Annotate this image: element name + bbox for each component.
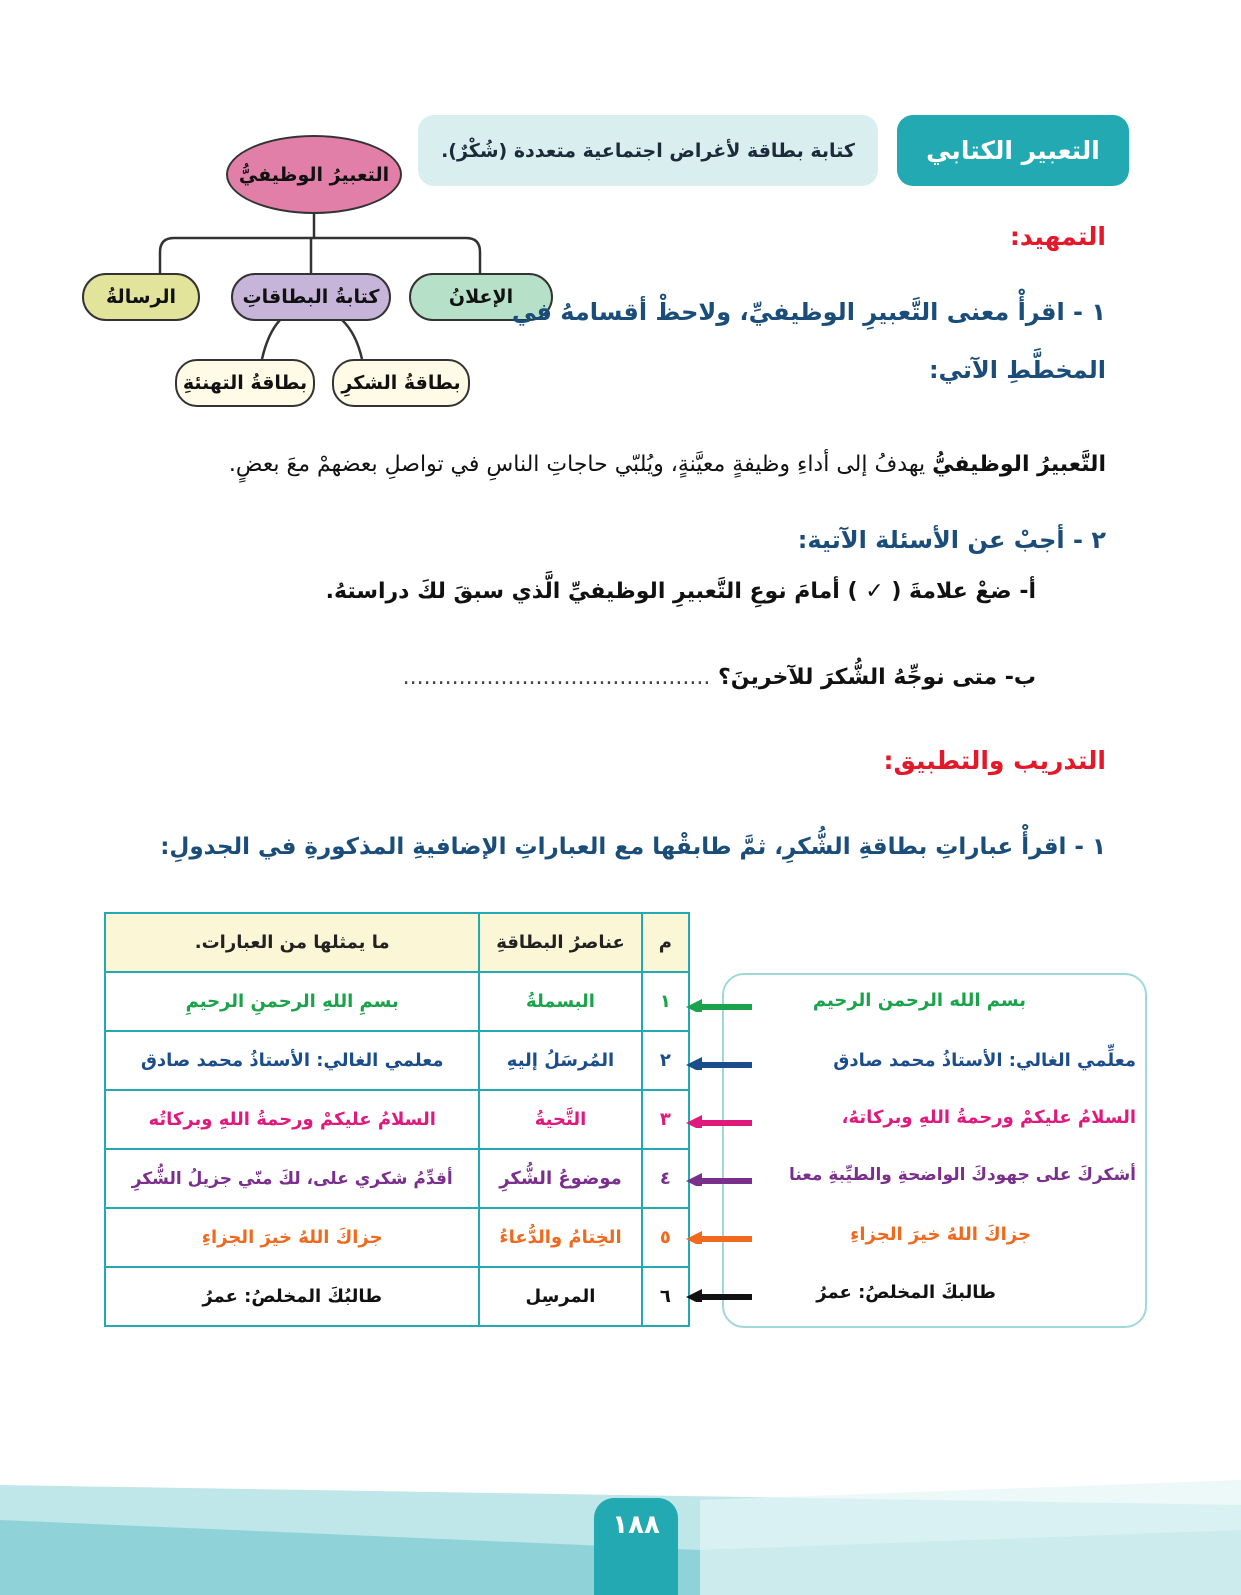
definition-text: يهدفُ إلى أداءِ وظيفةٍ معيَّنةٍ، ويُلبّي حاجاتِ الناسِ في تواصلِ بعضهمْ معَ بعضٍ. <box>228 452 933 477</box>
arrow-icon <box>686 1230 752 1244</box>
row-element: موضوعُ الشُّكرِ <box>479 1149 641 1208</box>
row-number: ٣ <box>642 1090 689 1149</box>
question-2: ٢ - أجبْ عن الأسئلة الآتية: <box>797 526 1106 554</box>
row-element: التَّحيةُ <box>479 1090 641 1149</box>
table-row <box>105 1208 689 1267</box>
card-line-body: أشكركَ على جهودكَ الواضحةِ والطيِّبةِ معنا <box>788 1165 1136 1185</box>
row-number: ٥ <box>642 1208 689 1267</box>
diagram-node-thanks-card: بطاقةُ الشكرِ <box>332 359 470 407</box>
intro-question-line2: المخطَّطِ الآتي: <box>928 356 1106 384</box>
practice-question-1: ١ - اقرأْ عباراتِ بطاقةِ الشُّكرِ، ثمَّ طابقْها مع العباراتِ الإضافيةِ المذكورةِ في الجدولِ: <box>160 834 1106 860</box>
diagram-node-ad: الإعلانُ <box>409 273 553 321</box>
row-example: معلمي الغالي: الأستاذُ محمد صادق <box>105 1031 479 1090</box>
card-line-sender: طالبكَ المخلصُ: عمرُ <box>816 1282 996 1303</box>
row-example: جزاكَ اللهُ خيرَ الجزاءِ <box>105 1208 479 1267</box>
row-example: طالبُكَ المخلصُ: عمرُ <box>105 1267 479 1326</box>
diagram-root-node: التعبيرُ الوظيفيُّ <box>226 135 402 214</box>
question-2b <box>403 665 1036 690</box>
row-number: ٤ <box>642 1149 689 1208</box>
matching-table <box>104 912 690 1327</box>
intro-heading: التمهيد: <box>1009 222 1106 251</box>
table-row <box>105 1149 689 1208</box>
definition-paragraph <box>229 452 1106 477</box>
diagram-node-letter: الرسالةُ <box>82 273 200 321</box>
question-2b-text: ب- متى نوجِّهُ الشُّكرَ للآخرينَ؟ <box>718 665 1036 690</box>
diagram-node-cards: كتابةُ البطاقاتِ <box>231 273 391 321</box>
intro-question-line1: ١ - اقرأْ معنى التَّعبيرِ الوظيفيِّ، ولاحظْ أقسامهُ في <box>511 298 1106 326</box>
arrow-icon <box>686 1288 752 1302</box>
row-number: ٢ <box>642 1031 689 1090</box>
table-row <box>105 972 689 1031</box>
arrow-icon <box>686 1114 752 1128</box>
card-line-recipient: معلِّمي الغالي: الأستاذُ محمد صادق <box>833 1050 1136 1071</box>
row-example: أقدِّمُ شكري على، لكَ منّي جزيلُ الشُّكرِ <box>105 1149 479 1208</box>
row-element: المُرسَلُ إليهِ <box>479 1031 641 1090</box>
lesson-badge: التعبير الكتابي <box>897 115 1129 186</box>
definition-term: التَّعبيرُ الوظيفيُّ <box>932 452 1106 477</box>
lesson-subtitle: كتابة بطاقة لأغراض اجتماعية متعددة (شُكْرٌ). <box>418 115 878 186</box>
arrow-icon <box>686 1172 752 1186</box>
row-element: الخِتامُ والدُّعاءُ <box>479 1208 641 1267</box>
header-number: م <box>642 913 689 972</box>
row-number: ٦ <box>642 1267 689 1326</box>
arrow-icon <box>686 1056 752 1070</box>
row-element: البسملةُ <box>479 972 641 1031</box>
table-row <box>105 1031 689 1090</box>
answer-dots[interactable]: ............................................ <box>402 665 711 690</box>
question-2a-start: أ- ضعْ علامةَ ( <box>891 579 1036 604</box>
card-line-greeting: السلامُ عليكمْ ورحمةُ اللهِ وبركاتهُ، <box>841 1107 1136 1128</box>
check-icon: ✓ <box>865 579 884 604</box>
table-row <box>105 1090 689 1149</box>
row-example: السلامُ عليكمْ ورحمةُ اللهِ وبركاتُه <box>105 1090 479 1149</box>
arrow-icon <box>686 998 752 1012</box>
thanks-card-box <box>722 973 1147 1328</box>
table-header-row <box>105 913 689 972</box>
practice-heading: التدريب والتطبيق: <box>883 746 1106 775</box>
row-number: ١ <box>642 972 689 1031</box>
card-line-basmala: بسم الله الرحمن الرحيم <box>812 990 1026 1011</box>
row-example: بسمِ اللهِ الرحمنِ الرحيمِ <box>105 972 479 1031</box>
header-example: ما يمثلها من العبارات. <box>105 913 479 972</box>
diagram-node-congrats-card: بطاقةُ التهنئةِ <box>175 359 315 407</box>
header-element: عناصرُ البطاقةِ <box>479 913 641 972</box>
table-row <box>105 1267 689 1326</box>
page-number: ١٨٨ <box>594 1498 678 1595</box>
question-2a <box>326 579 1036 604</box>
question-2a-end: ) أمامَ نوعِ التَّعبيرِ الوظيفيِّ الَّذي سبقَ لكَ دراستهُ. <box>325 579 858 604</box>
card-line-closing: جزاكَ اللهُ خيرَ الجزاءِ <box>850 1224 1031 1245</box>
row-element: المرسِل <box>479 1267 641 1326</box>
